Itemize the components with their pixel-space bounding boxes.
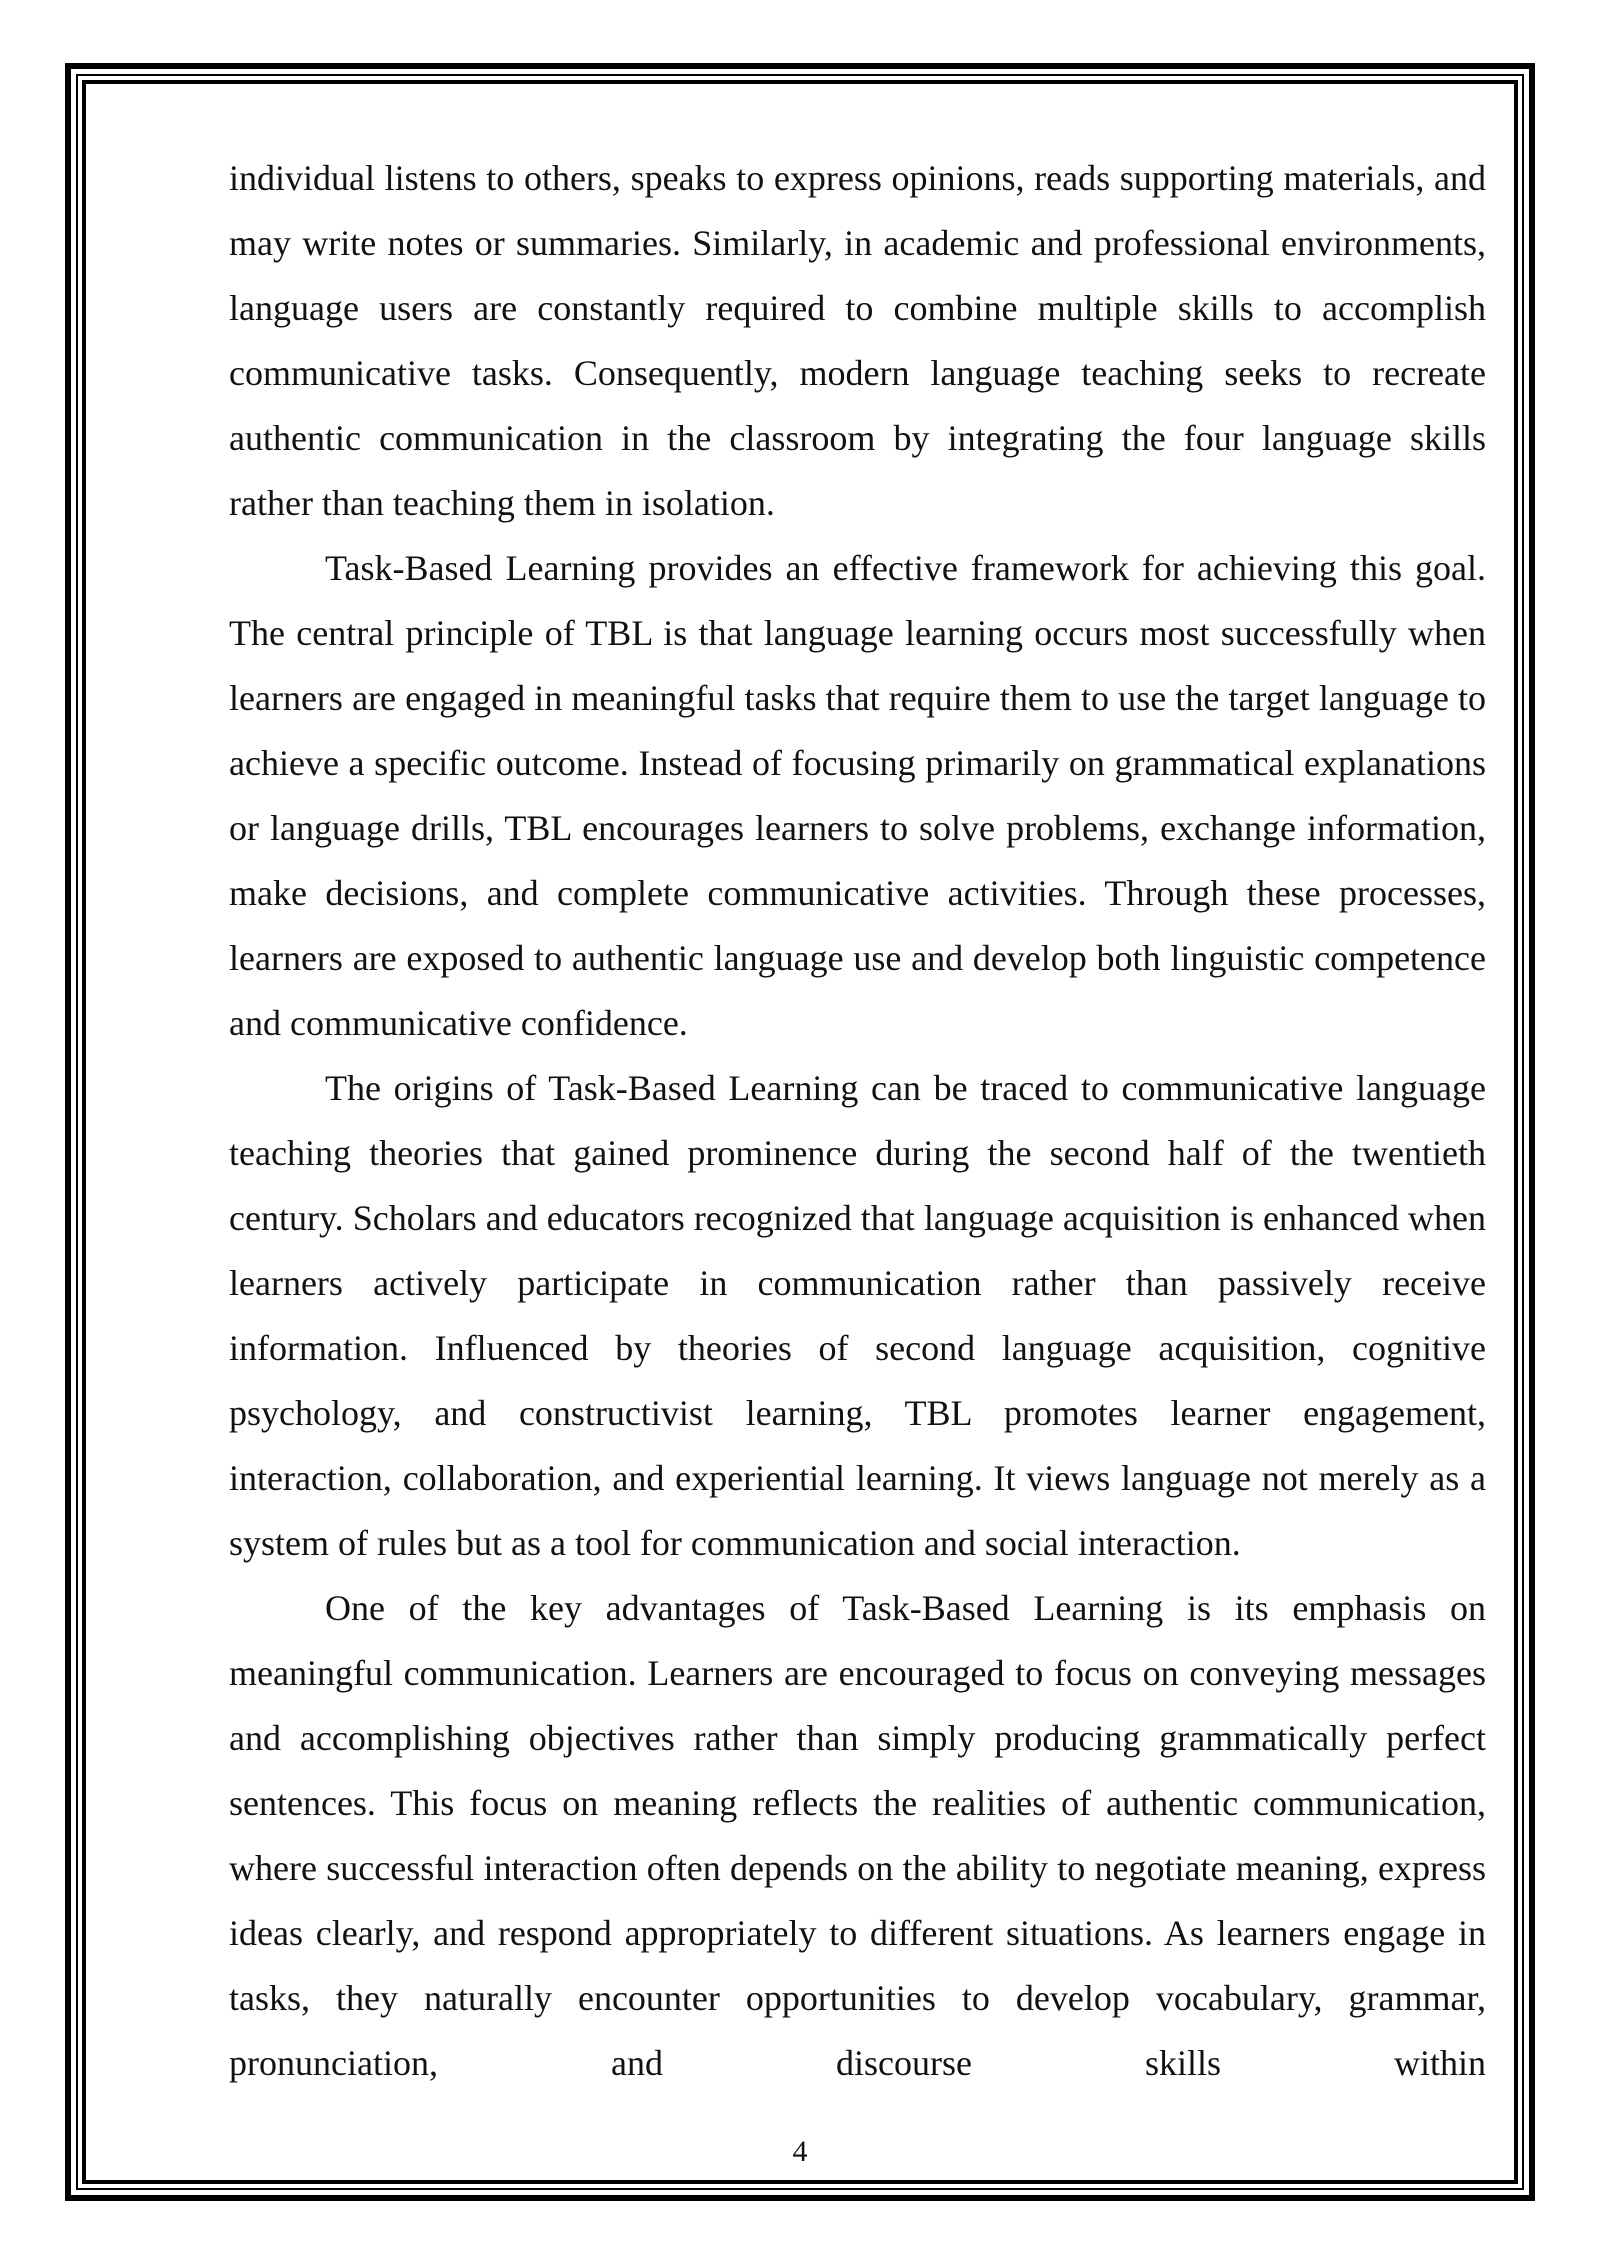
paragraph-tbl-advantages: One of the key advantages of Task-Based Learning is its emphasis on meaningful communication. Learners are encouraged to focus on conveying messages and accomplishing objectives rather than simply producing grammatically perfect sentences. This focus on meaning reflects the realities of authentic communication, where successful interaction often depends on the ability to negotiate meaning, express ideas clearly, and respond appropriately to different situations. As learners engage in tasks, they naturally encounter opportunities to develop vocabulary, grammar, pronunciation, and discourse skills within: [229, 1588, 1486, 2083]
page-number: 4: [792, 2135, 808, 2168]
body-text: [229, 146, 1486, 2096]
paragraph-continued: individual listens to others, speaks to express opinions, reads supporting materials, and may write notes or summaries. Similarly, in academic and professional environments, language users are constantly required to combine multiple skills to accomplish communicative tasks. Consequently, modern language teaching seeks to recreate authentic communication in the classroom by integrating the four language skills rather than teaching them in isolation.: [229, 158, 1486, 523]
paragraph-tbl-origins: The origins of Task-Based Learning can be traced to communicative language teaching theories that gained prominence during the second half of the twentieth century. Scholars and educators recognized that language acquisition is enhanced when learners actively participate in communication rather than passively receive information. Influenced by theories of second language acquisition, cognitive psychology, and constructivist learning, TBL promotes learner engagement, interaction, collaboration, and experiential learning. It views language not merely as a system of rules but as a tool for communication and social interaction.: [229, 1068, 1486, 1563]
paragraph-task-based-framework: Task-Based Learning provides an effective framework for achieving this goal. The central principle of TBL is that language learning occurs most successfully when learners are engaged in meaningful tasks that require them to use the target language to achieve a specific outcome. Instead of focusing primarily on grammatical explanations or language drills, TBL encourages learners to solve problems, exchange information, make decisions, and complete communicative activities. Through these processes, learners are exposed to authentic language use and develop both linguistic competence and communicative confidence.: [229, 548, 1486, 1043]
